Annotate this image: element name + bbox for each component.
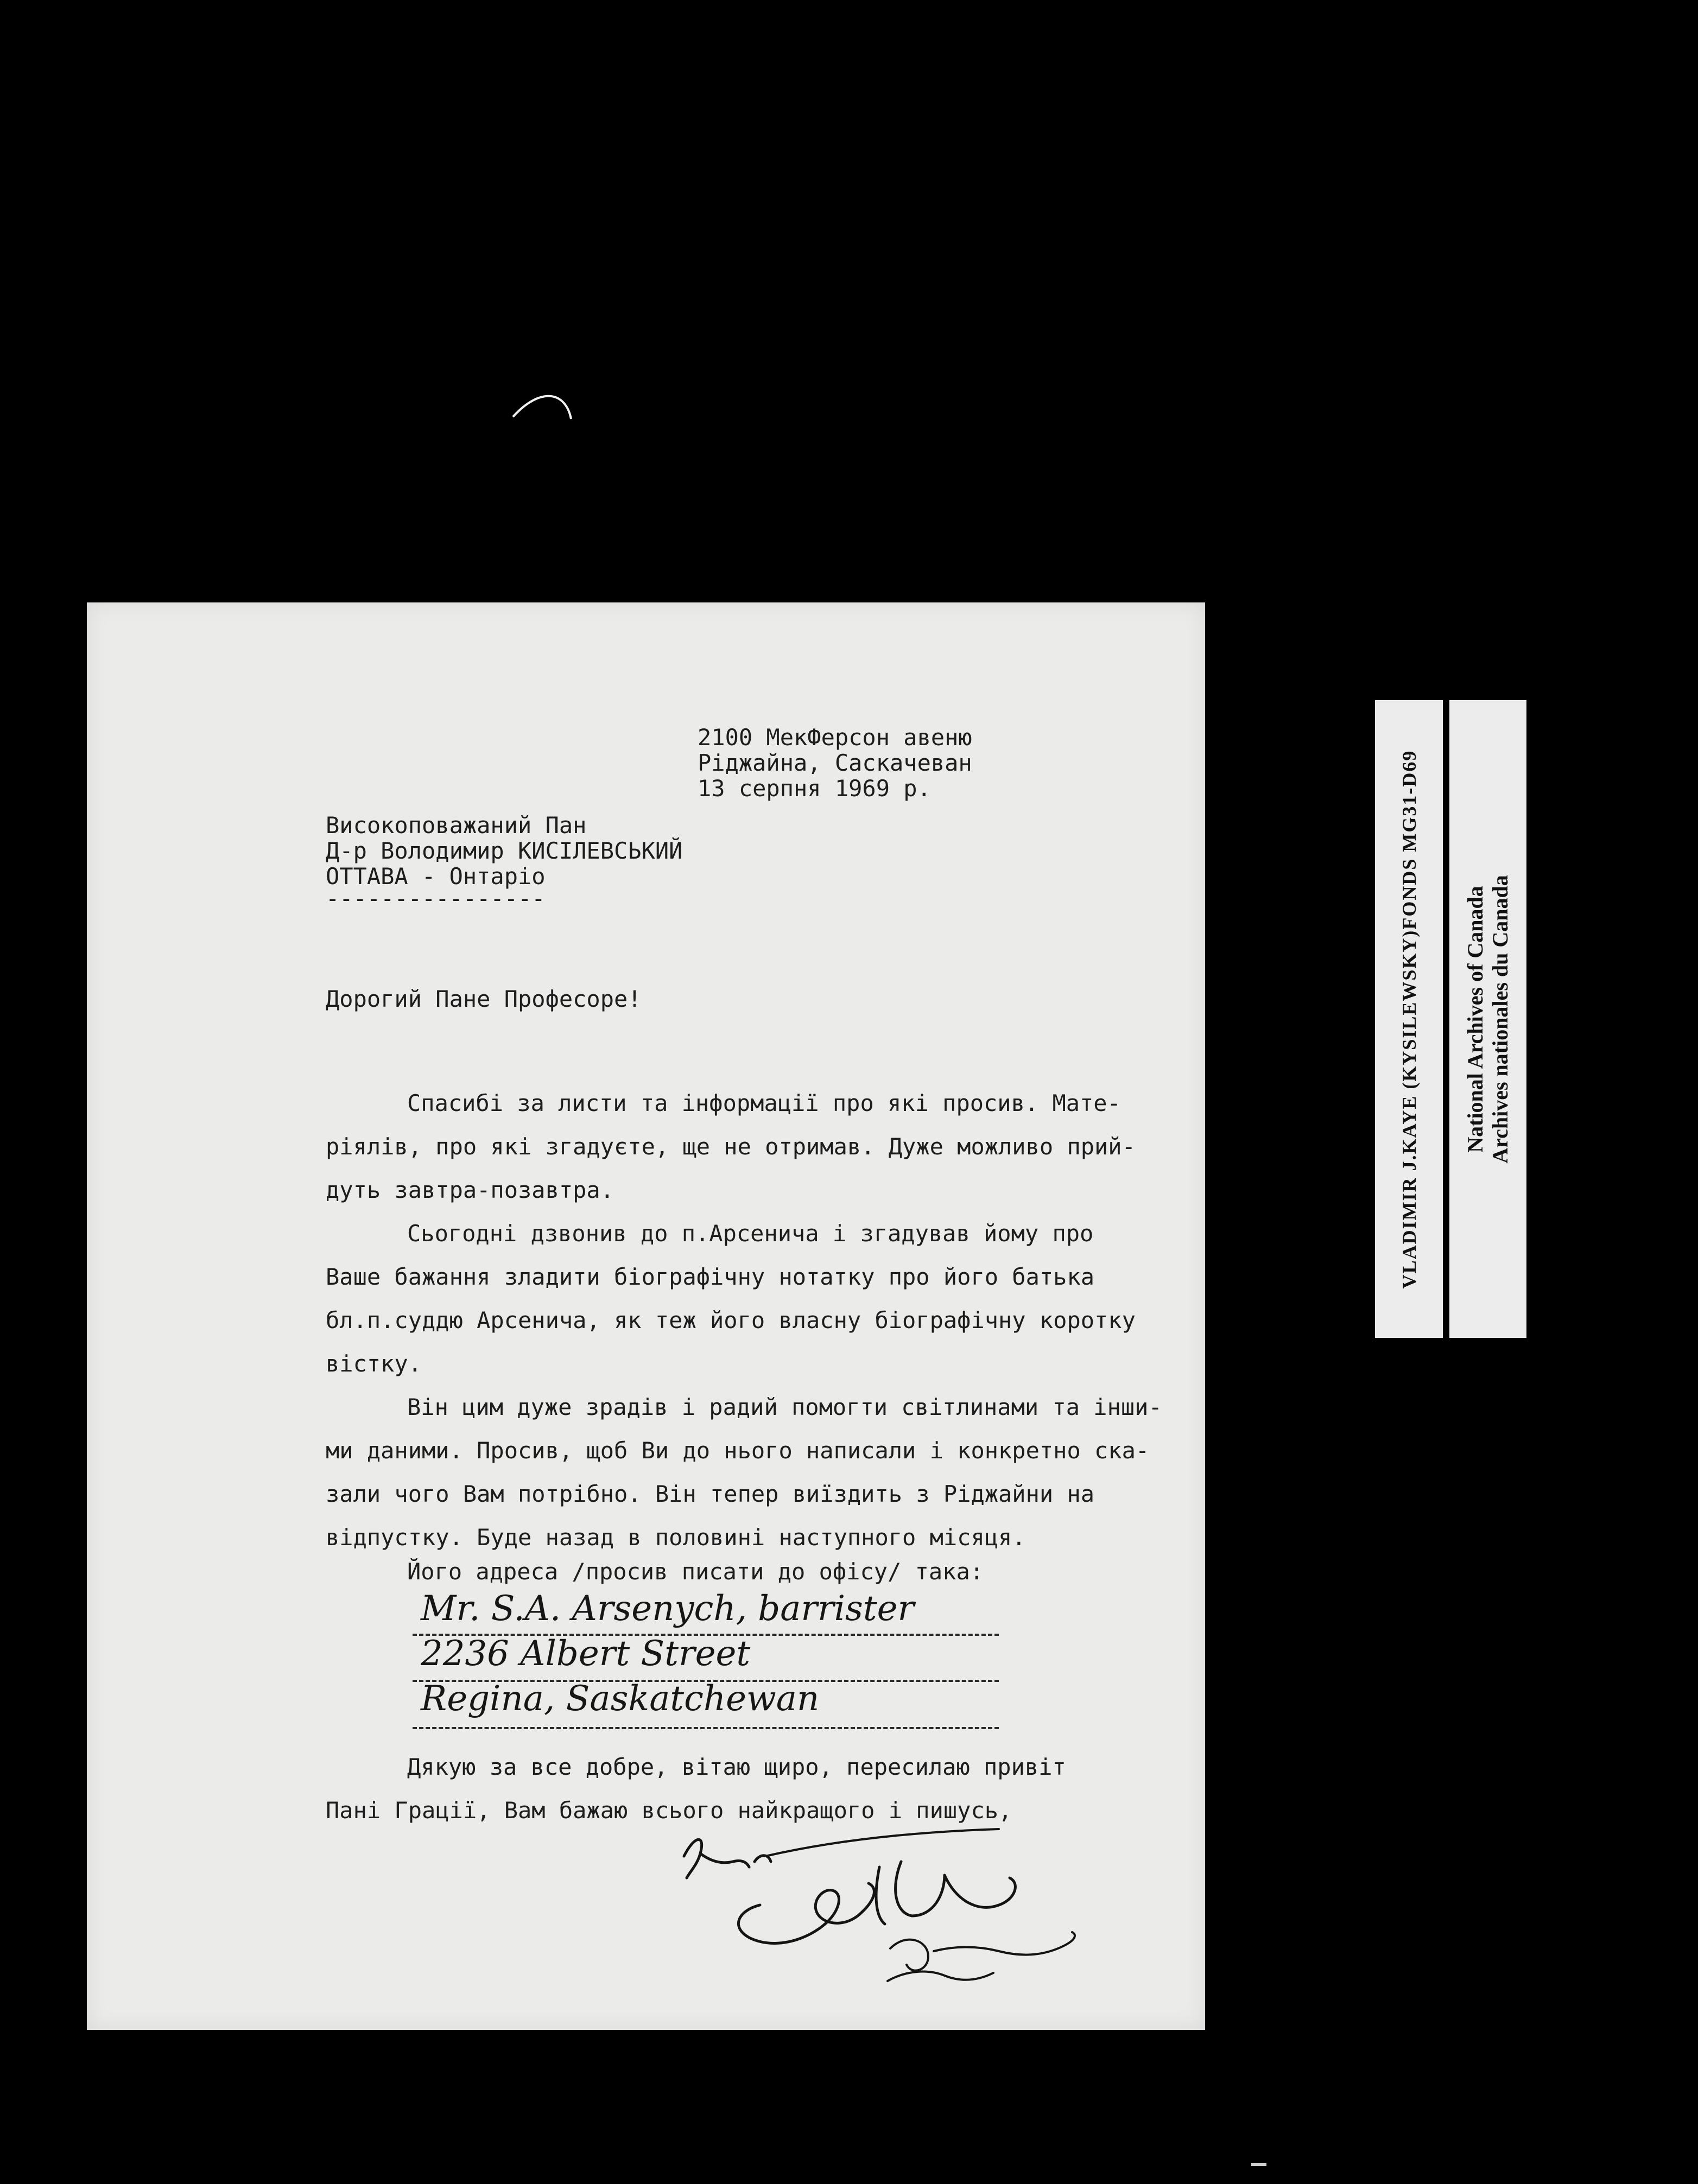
archives-label-fr: Archives nationales du Canada: [1488, 874, 1512, 1164]
body-line-6: бл.п.суддю Арсенича, як теж його власну біографічну коротку: [326, 1307, 1136, 1334]
film-edge-mark: [1251, 2163, 1266, 2166]
fonds-label: [1375, 700, 1443, 1338]
closing-line-1: Дякую за все добре, вітаю щиро, пересилаю привіт: [407, 1754, 1066, 1780]
letter-date: 13 серпня 1969 р.: [698, 775, 931, 802]
body-line-8: Він цим дуже зрадів і радий помогти світлинами та інши-: [407, 1394, 1162, 1420]
body-line-2: ріялів, про які згадуєте, ще не отримав. Дуже можливо прий-: [326, 1133, 1136, 1160]
archives-label: [1449, 700, 1526, 1338]
sender-address-line-1: 2100 МекФерсон авеню: [698, 724, 972, 751]
recipient-line-3: ОТТАВА - Онтаріо: [326, 863, 546, 890]
body-line-9: ми даними. Просив, щоб Ви до нього написали і конкретно ска-: [326, 1437, 1150, 1464]
archives-label-en: National Archives of Canada: [1463, 885, 1487, 1153]
body-line-4: Сьогодні дзвонив до п.Арсенича і згадував йому про: [407, 1220, 1094, 1247]
salutation: Дорогий Пане Професоре!: [326, 986, 642, 1012]
recipient-underline: ----------------: [326, 885, 546, 912]
handwritten-address-line-1: Mr. S.A. Arsenych, barrister: [421, 1589, 915, 1629]
body-line-12: Його адреса /просив писати до офісу/ така:: [407, 1558, 984, 1585]
body-line-3: дуть завтра-позавтра.: [326, 1177, 614, 1203]
handwritten-address-line-2: 2236 Albert Street: [421, 1634, 751, 1674]
fonds-label-text: VLADIMIR J.KAYE (KYSILEWSKY)FONDS MG31-D69: [1398, 750, 1420, 1288]
closing-line-2: Пані Грації, Вам бажаю всього найкращого і пишусь,: [326, 1797, 1012, 1824]
archives-label-text: [1463, 875, 1513, 1164]
handwritten-address-line-3: Regina, Saskatchewan: [421, 1679, 820, 1719]
body-line-1: Спасибі за листи та інформації про які просив. Мате-: [407, 1090, 1121, 1116]
handwritten-signature: [673, 1824, 1086, 1997]
body-line-7: вістку.: [326, 1350, 422, 1377]
body-line-11: відпустку. Буде назад в половині наступного місяця.: [326, 1524, 1026, 1551]
recipient-line-1: Високоповажаний Пан: [326, 812, 587, 839]
clip-mark: [510, 380, 581, 429]
sender-address-line-2: Ріджайна, Саскачеван: [698, 750, 972, 776]
letter-page: [87, 602, 1205, 2030]
recipient-line-2: Д-р Володимир КИСІЛЕВСЬКИЙ: [326, 837, 683, 864]
body-line-10: зали чого Вам потрібно. Він тепер виїздить з Ріджайни на: [326, 1481, 1095, 1507]
address-rule-3: [413, 1727, 999, 1729]
body-line-5: Ваше бажання зладити біографічну нотатку про його батька: [326, 1264, 1095, 1290]
